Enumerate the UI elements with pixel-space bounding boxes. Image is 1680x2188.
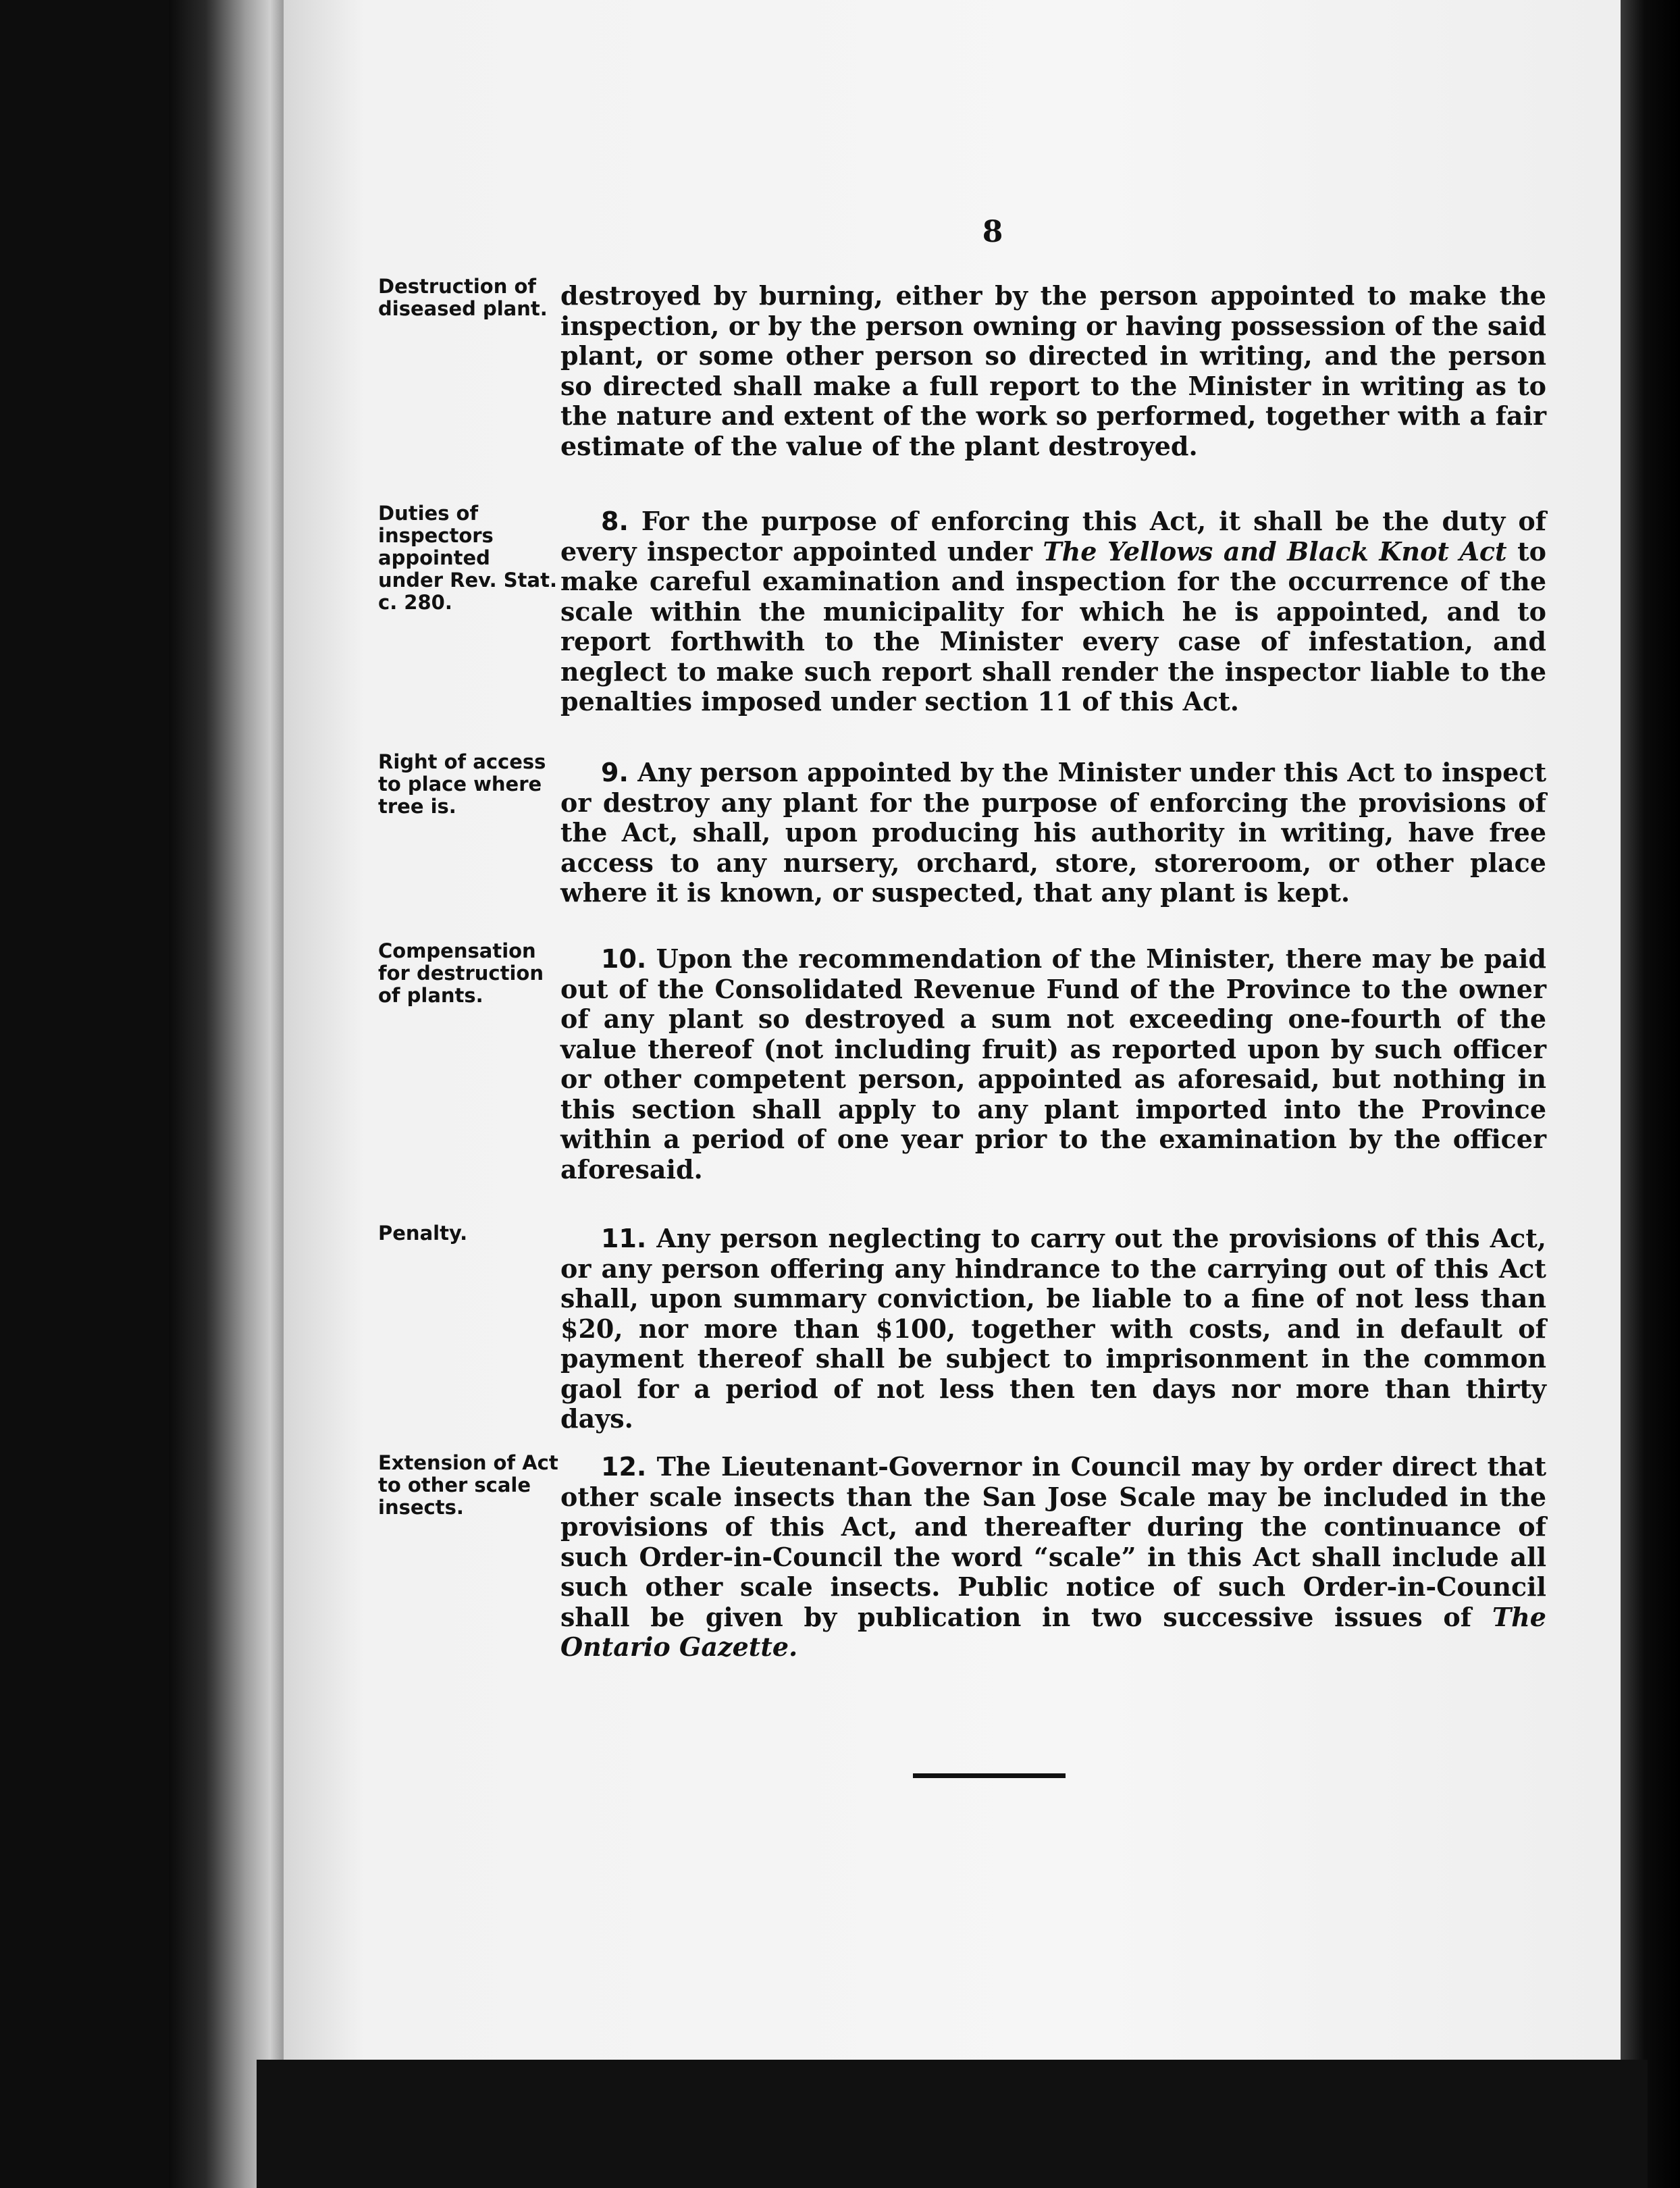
section-number: 8. [601, 506, 629, 536]
section-number: 11. [601, 1224, 647, 1253]
margin-note-compensation: Compensation for destruction of plants. [378, 939, 544, 1007]
margin-note-destruction: Destruction of diseased plant. [378, 275, 548, 320]
section-12 [560, 1452, 1546, 1663]
paragraph-text: destroyed by burning, either by the person appointed to make the inspection, or by the person owning or having possession of the said plant, or some other person so directed in writing, and the person so directed shall make a full report to the Minister in writing as to the nature and extent of the work so performed, together with a fair estimate of the value of the plant destroyed. [560, 280, 1546, 461]
scan-edge-bottom [257, 2060, 1648, 2188]
paragraph-text: Any person neglecting to carry out the provisions of this Act, or any person offering any hindrance to the carrying out of this Act shall, upon summary conviction, be liable to a fine of not less than $20, nor more than $100, together with costs, and in default of payment thereof shall be subject to imprisonment in the common gaol for a period of not less then ten days nor more than thirty days. [560, 1223, 1546, 1434]
gazette-title-italic: The Ontario Gazette. [560, 1601, 1546, 1662]
margin-note-extension: Extension of Act to other scale insects. [378, 1451, 558, 1519]
paragraph-text: Upon the recommendation of the Minister, there may be paid out of the Consolidated Revenue Fund of the Province to the owner of any plant so destroyed a sum not exceeding one-fourth of the value thereof (not including fruit) as reported upon by such officer or other competent person, appointed as aforesaid, but nothing in this section shall apply to any plant imported into the Province within a period of one year prior to the examination by the officer aforesaid. [560, 943, 1546, 1184]
page-number: 8 [982, 215, 1003, 249]
paragraph-text: For the purpose of enforcing this Act, it shall be the duty of every inspector appointed under [560, 506, 1547, 567]
scan-edge-right [1621, 0, 1680, 2188]
section-number: 12. [601, 1452, 647, 1482]
section-10 [560, 944, 1546, 1184]
margin-note-duties: Duties of inspectors appointed under Rev. Stat. c. 280. [378, 502, 557, 614]
section-11 [560, 1224, 1546, 1434]
paragraph-text: The Lieutenant-Governor in Council may by order direct that other scale insects than the San Jose Scale may be included in the provisions of this Act, and thereafter during the continuance of such Order-in-Council the word “scale” in this Act shall include all such other scale insects. Public notice of such Order-in-Council shall be given by publication in two successive issues of [560, 1451, 1546, 1632]
paragraph-continuation [560, 281, 1546, 461]
section-8 [560, 506, 1546, 717]
section-9 [560, 758, 1546, 908]
margin-note-right-of-access: Right of access to place where tree is. [378, 750, 546, 818]
section-number: 9. [601, 758, 629, 787]
paragraph-text: Any person appointed by the Minister under this Act to inspect or destroy any plant for the purpose of enforcing the provisions of the Act, shall, upon producing his authority in writing, have free access to any nursery, orchard, store, storeroom, or other place where it is known, or suspected, that any plant is kept. [560, 757, 1546, 908]
margin-note-penalty: Penalty. [378, 1222, 468, 1245]
end-rule [913, 1773, 1066, 1778]
paragraph-text: to make careful examination and inspection for the occurrence of the scale within the municipality for which he is appointed, and to report forthwith to the Minister every case of infestation, and neglect to make such report shall render the inspector liable to the penalties imposed under section 11 of this Act. [560, 536, 1547, 717]
section-number: 10. [601, 944, 647, 974]
act-title-italic: The Yellows and Black Knot Act [1043, 536, 1507, 567]
